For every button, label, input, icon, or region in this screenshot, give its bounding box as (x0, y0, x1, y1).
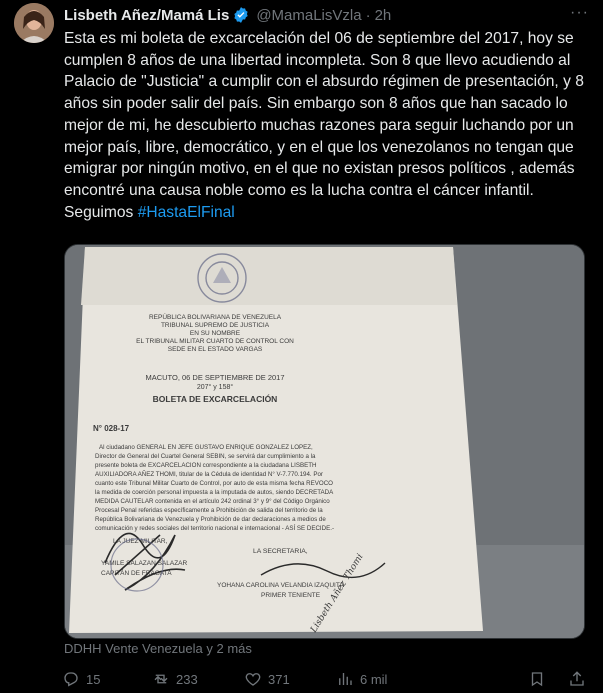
like-button[interactable] (244, 670, 290, 688)
share-icon (568, 670, 586, 688)
separator-dot: · (365, 6, 371, 24)
doc-paragraph-line: República Bolivariana de Venezuela y Prohibición de dar declaraciones a medios de (95, 516, 326, 523)
doc-judge-rank: CAPITÁN DE FRAGATA (101, 570, 172, 577)
doc-years: 207° y 158° (196, 384, 234, 391)
like-count: 371 (268, 671, 290, 687)
handwritten-note: Lisbeth Añez Thomi (309, 552, 366, 635)
tweet-text (64, 28, 596, 223)
doc-paragraph-line: comunicación y redes sociales del territorio nacional e internacional - ASÍ SE DECIDE.- (95, 525, 335, 532)
doc-header-line-2: TRIBUNAL SUPREMO DE JUSTICIA (160, 322, 270, 329)
doc-judge-name: YAMILE SALAZAN SALAZAR (101, 560, 188, 567)
doc-header-line-4: EL TRIBUNAL MILITAR CUARTO DE CONTROL CON (136, 338, 294, 345)
tweet-actions (62, 668, 592, 690)
reply-icon (62, 670, 80, 688)
doc-header-line-1: REPÚBLICA BOLIVARIANA DE VENEZUELA (148, 314, 282, 321)
doc-paragraph-line: Director de General del Cuartel General SEBIN, se servirá dar cumplimiento a la (95, 453, 316, 460)
repost-button[interactable] (152, 670, 198, 688)
document-photo (65, 245, 584, 638)
reply-button[interactable] (62, 670, 100, 688)
doc-header-line-5: SEDE EN EL ESTADO VARGAS (167, 346, 263, 353)
author-handle[interactable]: @MamaLisVzla (256, 6, 362, 24)
bookmark-button[interactable] (528, 670, 546, 688)
share-button[interactable] (568, 670, 586, 688)
repost-count: 233 (176, 671, 198, 687)
author-avatar[interactable] (14, 3, 54, 43)
verified-badge-icon (232, 6, 250, 24)
doc-paragraph-line: presente boleta de EXCARCELACION correspondiente a la ciudadana LISBETH (95, 462, 317, 469)
doc-header-line-3: EN SU NOMBRE (189, 330, 241, 337)
doc-paragraph-line: AUXILIADORA AÑEZ THOMI, titular de la Cédula de identidad N° V-7.770.194. Por (95, 471, 323, 478)
media-tags-caption[interactable]: DDHH Vente Venezuela y 2 más (64, 641, 252, 656)
more-icon[interactable]: ··· (570, 4, 589, 21)
views-count: 6 mil (360, 671, 388, 687)
doc-secretary-name: YOHANA CAROLINA VELANDIA IZAQUITA (217, 582, 344, 589)
doc-title: BOLETA DE EXCARCELACIÓN (152, 394, 278, 404)
tweet-time[interactable]: 2h (374, 6, 392, 24)
doc-place-date: MACUTO, 06 DE SEPTIEMBRE DE 2017 (145, 373, 285, 382)
doc-paragraph-line: MEDIDA CAUTELAR contenida en el artículo 242 ordinal 3° y 9° del Código Orgánico (95, 498, 330, 505)
tweet-media-photo[interactable] (64, 244, 585, 639)
heart-icon (244, 670, 262, 688)
doc-paragraph-line: cuanto este Tribunal Militar Cuarto de Control, por auto de esta misma fecha REVOCO (95, 480, 333, 487)
doc-paragraph-line: Procesal Penal referidas específicamente a Prohibición de salida del territorio de la (95, 507, 323, 514)
doc-paragraph-line: la medida de coerción personal impuesta a la imputada de autos, siendo DECRETADA (95, 489, 334, 496)
views-icon (336, 670, 354, 688)
tweet-header (64, 4, 593, 26)
doc-secretary-label: LA SECRETARIA, (253, 548, 308, 555)
repost-icon (152, 670, 170, 688)
doc-paragraph-line: Al ciudadano GENERAL EN JEFE GUSTAVO ENRIQUE GONZALEZ LOPEZ, (99, 444, 313, 451)
bookmark-icon (528, 670, 546, 688)
tweet-body: Esta es mi boleta de excarcelación del 06 de septiembre del 2017, hoy se cumplen 8 años de una libertad incompleta. Son 8 que llevo acudiendo al Palacio de "Justicia" a cumplir con el absurdo régimen de presentación, y 8 años sin poder salir del país. Sin embargo son 8 años que han sacado lo mejor de mi, he descubierto muchas razones para seguir luchando por un mejor país, libre, democrático, y en el que los venezolanos no tengan que emigrar por ningún motivo, en el que no existan presos políticos , además encontré una causa noble como es la lucha contra el cáncer infantil. Seguimos (64, 30, 584, 221)
author-name[interactable]: Lisbeth Añez/Mamá Lis (64, 6, 230, 24)
reply-count: 15 (86, 671, 101, 687)
doc-judge-label: LA JUEZ MILITAR, (113, 538, 168, 545)
views-button[interactable] (336, 670, 387, 688)
hashtag-link[interactable]: #HastaElFinal (137, 203, 235, 221)
doc-secretary-rank: PRIMER TENIENTE (261, 592, 321, 599)
doc-number: N° 028-17 (93, 424, 130, 433)
avatar-photo (14, 3, 54, 43)
